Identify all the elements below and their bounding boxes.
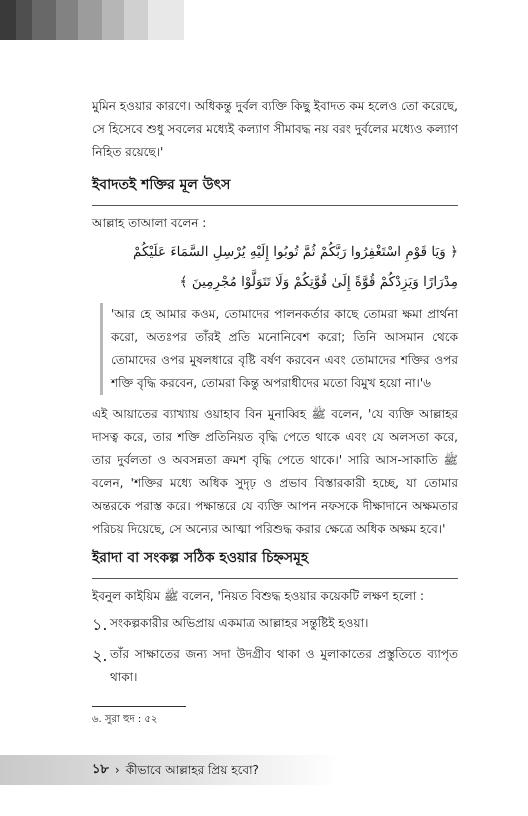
page-content [92, 95, 458, 689]
translation-text: 'আর হে আমার কওম, তোমাদের পালনকর্তার কাছে তোমরা ক্ষমা প্রার্থনা করো, অতঃপর তাঁরই প্রতি মনোনিবেশ করো; তিনি আসমান থেকে তোমাদের ওপর মুষলধারে বৃষ্টি বর্ষণ করবেন এবং তোমাদের শক্তির ওপর শক্তি বৃদ্ধি করবেন, তোমরা কিন্তু অপরাধীদের মতো বিমুখ হয়ো না।'৬ [111, 307, 458, 390]
decor-bar [102, 0, 124, 40]
decor-bar [32, 0, 56, 40]
decor-bar [0, 0, 16, 40]
list-item [92, 643, 458, 689]
list-item [92, 612, 458, 639]
section-heading-worship: ইবাদতই শক্তির মূল উৎস [92, 177, 231, 193]
list-text: তাঁর সাক্ষাতের জন্য সদা উদগ্রীব থাকা ও মুলাকাতের প্রস্তুতিতে ব্যাপৃত থাকা। [110, 647, 458, 684]
decor-bar [124, 0, 148, 40]
quran-lead: আল্লাহ তাআলা বলেন : [92, 216, 207, 230]
list-text: সংকল্পকারীর অভিপ্রায় একমাত্র আল্লাহর সন্তুষ্টিই হওয়া। [110, 616, 369, 630]
list-number: ২. [92, 646, 108, 665]
heading-underline [92, 205, 458, 206]
list-number: ১. [92, 615, 108, 634]
page-number: ১৮ [92, 762, 109, 777]
footnote: ৬. সুরা হুদ : ৫২ [92, 714, 158, 725]
chevron-right-icon: › [114, 763, 120, 777]
header-decoration-bars [0, 0, 184, 40]
commentary-paragraph: এই আয়াতের ব্যাখ্যায় ওয়াহাব বিন মুনাব্বিহ ﷺ বলেন, 'যে ব্যক্তি আল্লাহর দাসত্ব করে, তার শক্তি প্রতিনিয়ত বৃদ্ধি পেতে থাকে এবং যে অলসতা করে, তার দুর্বলতা ও অবসন্নতা ক্রমশ বৃদ্ধি পেতে থাকে।' সারি আস-সাকাতি ﷺ বলেন, 'শক্তির মধ্যে অধিক সুদৃঢ় ও প্রভাব বিস্তারকারী হচ্ছে, যা তোমার অন্তরকে পরাস্ত করে। পক্ষান্তরে যে ব্যক্তি আপন নফসকে দীক্ষাদানে অক্ষমতার পরিচয় দিয়েছে, সে অন্যের আত্মা পরিশুদ্ধ করার ক্ষেত্রে অধিক অক্ষম হবে।' [92, 407, 458, 536]
decor-bar [78, 0, 102, 40]
decor-bar [16, 0, 32, 40]
decor-bar [148, 0, 184, 40]
book-title: কীভাবে আল্লাহর প্রিয় হবো? [125, 763, 259, 777]
translation-quote [100, 303, 458, 395]
decor-bar [56, 0, 78, 40]
intention-lead: ইবনুল কাইয়িম ﷺ বলেন, 'নিয়ত বিশুদ্ধ হওয়ার কয়েকটি লক্ষণ হলো : [92, 589, 425, 603]
running-footer [92, 760, 259, 780]
arabic-verse-line-2: مِدْرَارًا وَيَزِدْكُمْ قُوَّةً إِلَىٰ قُوَّتِكُمْ وَلَا تَتَوَلَّوْا مُجْرِمِينَ ﴾ [179, 274, 458, 290]
arabic-verse-line-1: ﴿ وَيَا قَوْمِ اسْتَغْفِرُوا رَبَّكُمْ ثُمَّ تُوبُوا إِلَيْهِ يُرْسِلِ السَّمَاءَ عَلَيْكُمْ [133, 244, 458, 260]
intro-paragraph: মুমিন হওয়ার কারণে। অধিকন্তু দুর্বল ব্যক্তি কিছু ইবাদত কম হলেও তো করেছে, সে হিসেবে শুধু সবলের মধ্যেই কল্যাণ সীমাবদ্ধ নয় বরং দুর্বলের মধ্যেও কল্যাণ নিহিত রয়েছে।' [92, 99, 458, 159]
footnote-rule [92, 706, 186, 707]
section-heading-intention: ইরাদা বা সংকল্প সঠিক হওয়ার চিহ্নসমূহ [92, 550, 309, 566]
heading-underline [92, 578, 458, 579]
